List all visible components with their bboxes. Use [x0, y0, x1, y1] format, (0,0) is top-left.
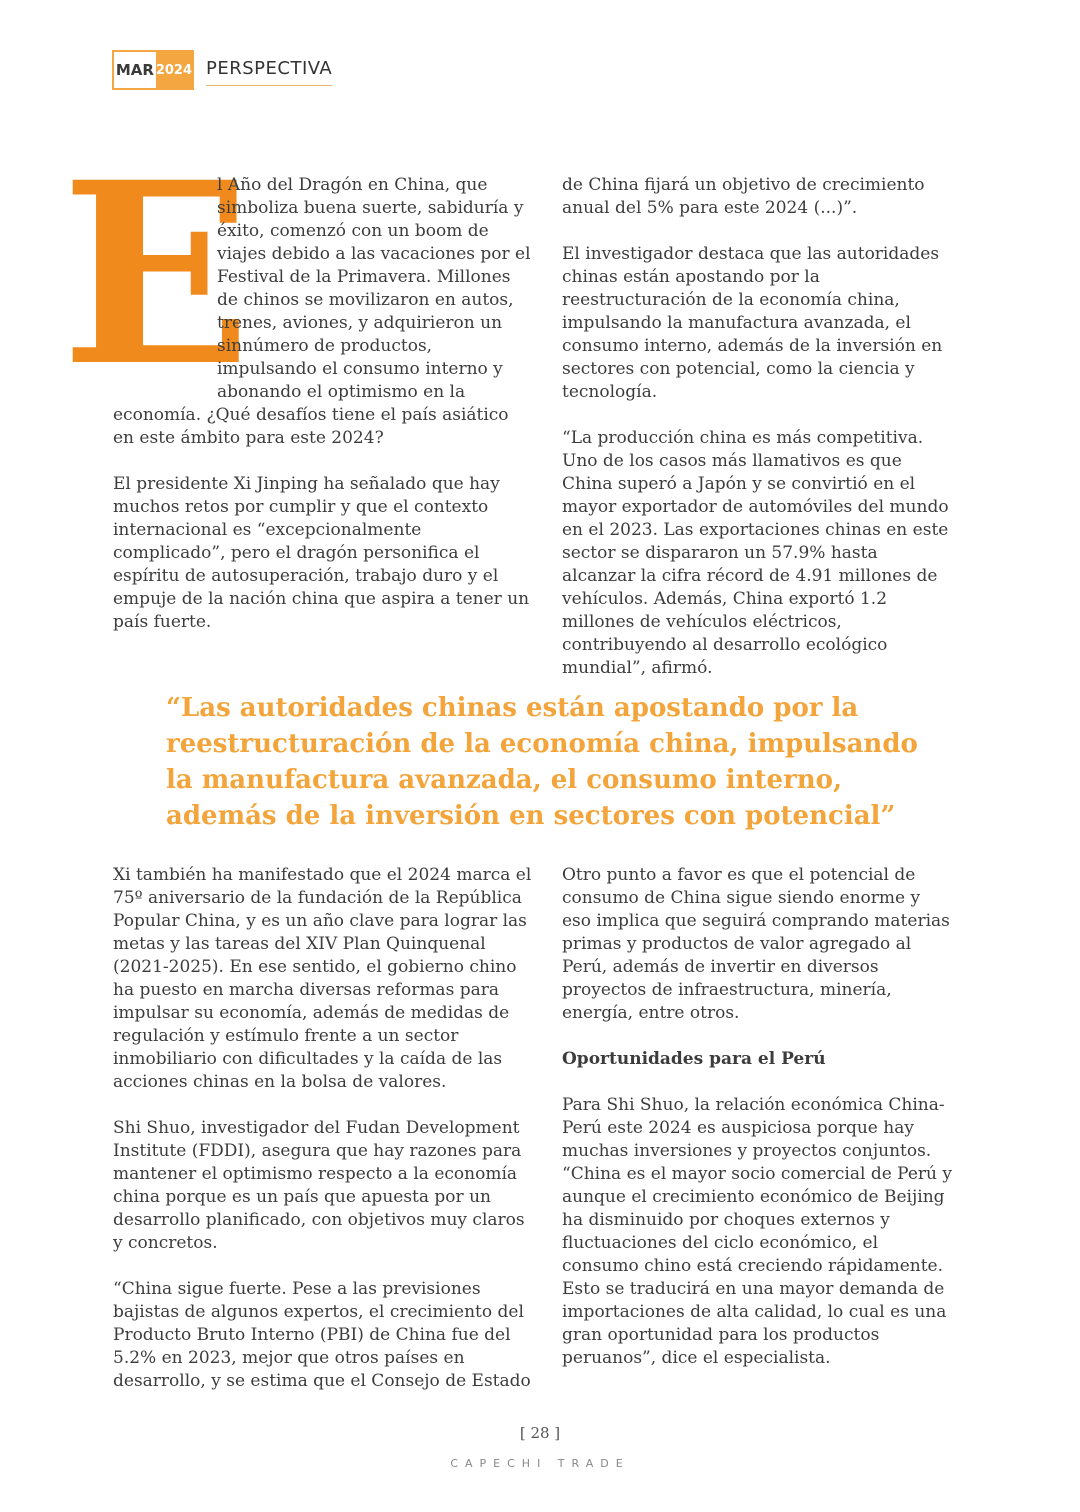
- column-bottom-left: [113, 864, 533, 1416]
- drop-cap: E: [61, 127, 252, 421]
- footer-brand: CAPECHI TRADE: [450, 1457, 630, 1470]
- paragraph: “China sigue fuerte. Pese a las previsiones bajistas de algunos expertos, el crecimiento del Producto Bruto Interno (PBI) de China fue del 5.2% en 2023, mejor que otros países en desarrollo, y se estima que el Consejo de Estado: [113, 1279, 531, 1391]
- column-top-left: [61, 127, 533, 657]
- column-bottom-right: [562, 864, 952, 1393]
- issue-month: MAR: [114, 52, 156, 88]
- page-number: [ 28 ]: [519, 1424, 561, 1442]
- issue-year: 2024: [156, 52, 192, 88]
- paragraph: de China fijará un objetivo de crecimiento anual del 5% para este 2024 (...)”.: [562, 175, 925, 218]
- subheading: Oportunidades para el Perú: [562, 1049, 826, 1069]
- paragraph: “La producción china es más competitiva. Uno de los casos más llamativos es que China superó a Japón y se convirtió en el mayor exportador de automóviles del mundo en el 2023. Las exportaciones chinas en este sector se dispararon un 57.9% hasta alcanzar la cifra récord de 4.91 millones de vehículos. Además, China exportó 1.2 millones de vehículos eléctricos, contribuyendo al desarrollo ecológico mundial”, afirmó.: [562, 428, 949, 678]
- pull-quote: “Las autoridades chinas están apostando por la reestructuración de la economía china, impulsando la manufactura avanzada, el consumo interno, además de la inversión en sectores con potencial”: [166, 693, 918, 831]
- section-label: PERSPECTIVA: [206, 58, 332, 86]
- intro-text: l Año del Dragón en China, que simboliza buena suerte, sabiduría y éxito, comenzó con un boom de viajes debido a las vacaciones por el Festival de la Primavera. Millones de chinos se movilizaron en autos, trenes, aviones, y adquirieron un sinnúmero de productos, impulsando el consumo interno y abonando el optimismo en la economía. ¿Qué desafíos tiene el país asiático en este ámbito para este 2024?: [113, 175, 531, 448]
- issue-badge: [112, 50, 194, 90]
- paragraph: El investigador destaca que las autoridades chinas están apostando por la reestructuración de la economía china, impulsando la manufactura avanzada, el consumo interno, además de la inversión en sectores con potencial, como la ciencia y tecnología.: [562, 244, 943, 402]
- column-top-right: [562, 174, 952, 703]
- intro-paragraph: [61, 127, 533, 450]
- paragraph: Xi también ha manifestado que el 2024 marca el 75º aniversario de la fundación de la República Popular China, y es un año clave para lograr las metas y las tareas del XIV Plan Quinquenal (2021-2025). En ese sentido, el gobierno chino ha puesto en marcha diversas reformas para impulsar su economía, además de medidas de regulación y estímulo frente a un sector inmobiliario con dificultades y la caída de las acciones chinas en la bolsa de valores.: [113, 865, 532, 1092]
- paragraph: Shi Shuo, investigador del Fudan Development Institute (FDDI), asegura que hay razones para mantener el optimismo respecto a la economía china porque es un país que apuesta por un desarrollo planificado, con objetivos muy claros y concretos.: [113, 1118, 525, 1253]
- paragraph: Otro punto a favor es que el potencial de consumo de China sigue siendo enorme y eso implica que seguirá comprando materias primas y productos de valor agregado al Perú, además de invertir en diversos proyectos de infraestructura, minería, energía, entre otros.: [562, 865, 950, 1023]
- paragraph: Para Shi Shuo, la relación económica China-Perú este 2024 es auspiciosa porque hay muchas inversiones y proyectos conjuntos. “China es el mayor socio comercial de Perú y aunque el crecimiento económico de Beijing ha disminuido por choques externos y fluctuaciones del ciclo económico, el consumo chino está creciendo rápidamente. Esto se traducirá en una mayor demanda de importaciones de alta calidad, lo cual es una gran oportunidad para los productos peruanos”, dice el especialista.: [562, 1095, 953, 1368]
- paragraph: El presidente Xi Jinping ha señalado que hay muchos retos por cumplir y que el contexto internacional es “excepcionalmente complicado”, pero el dragón personifica el espíritu de autosuperación, trabajo duro y el empuje de la nación china que aspira a tener un país fuerte.: [113, 474, 530, 632]
